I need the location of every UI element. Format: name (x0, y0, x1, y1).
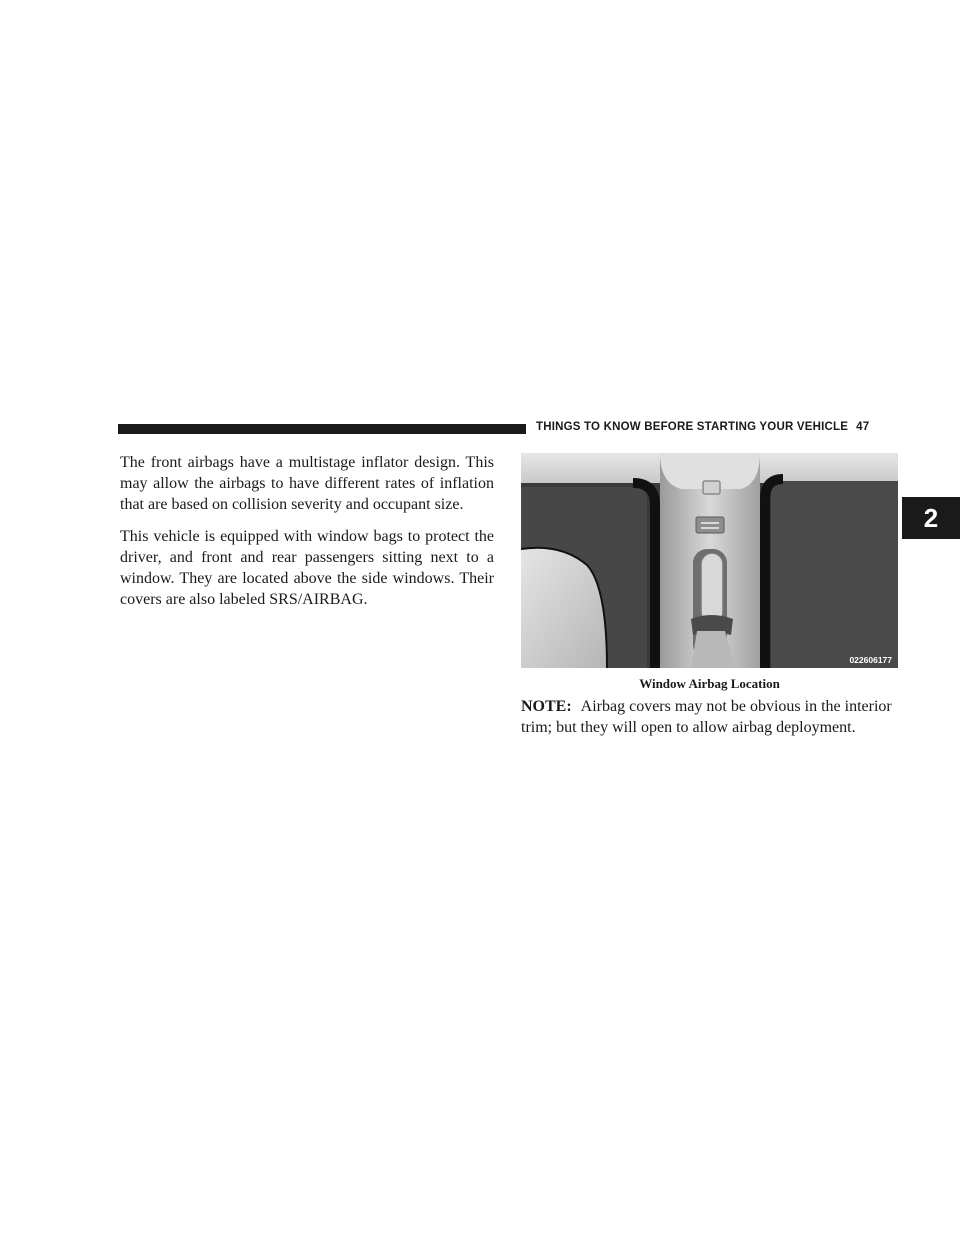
body-paragraph: This vehicle is equipped with window bags to protect the driver, and front and rear passengers sitting next to a window. They are located above the side windows. Their covers are also labeled SRS/AIRBAG. (120, 528, 494, 608)
figure-caption: Window Airbag Location (639, 676, 780, 691)
body-column (120, 452, 494, 621)
section-title: THINGS TO KNOW BEFORE STARTING YOUR VEHICLE (536, 421, 849, 433)
page-number: 47 (856, 421, 870, 433)
note-text: Airbag covers may not be obvious in the interior trim; but they will open to allow airbag deployment. (521, 698, 892, 736)
body-paragraph: The front airbags have a multistage inflator design. This may allow the airbags to have different rates of inflation that are based on collision severity and occupant size. (120, 454, 494, 513)
figure-id: 022606177 (849, 655, 892, 665)
header-rule (118, 424, 526, 434)
note-block (521, 696, 899, 738)
window-airbag-photo (521, 453, 898, 668)
note-label: NOTE: (521, 698, 572, 715)
running-header (536, 421, 906, 433)
chapter-tab: 2 (902, 497, 960, 539)
photo-illustration (521, 453, 898, 668)
